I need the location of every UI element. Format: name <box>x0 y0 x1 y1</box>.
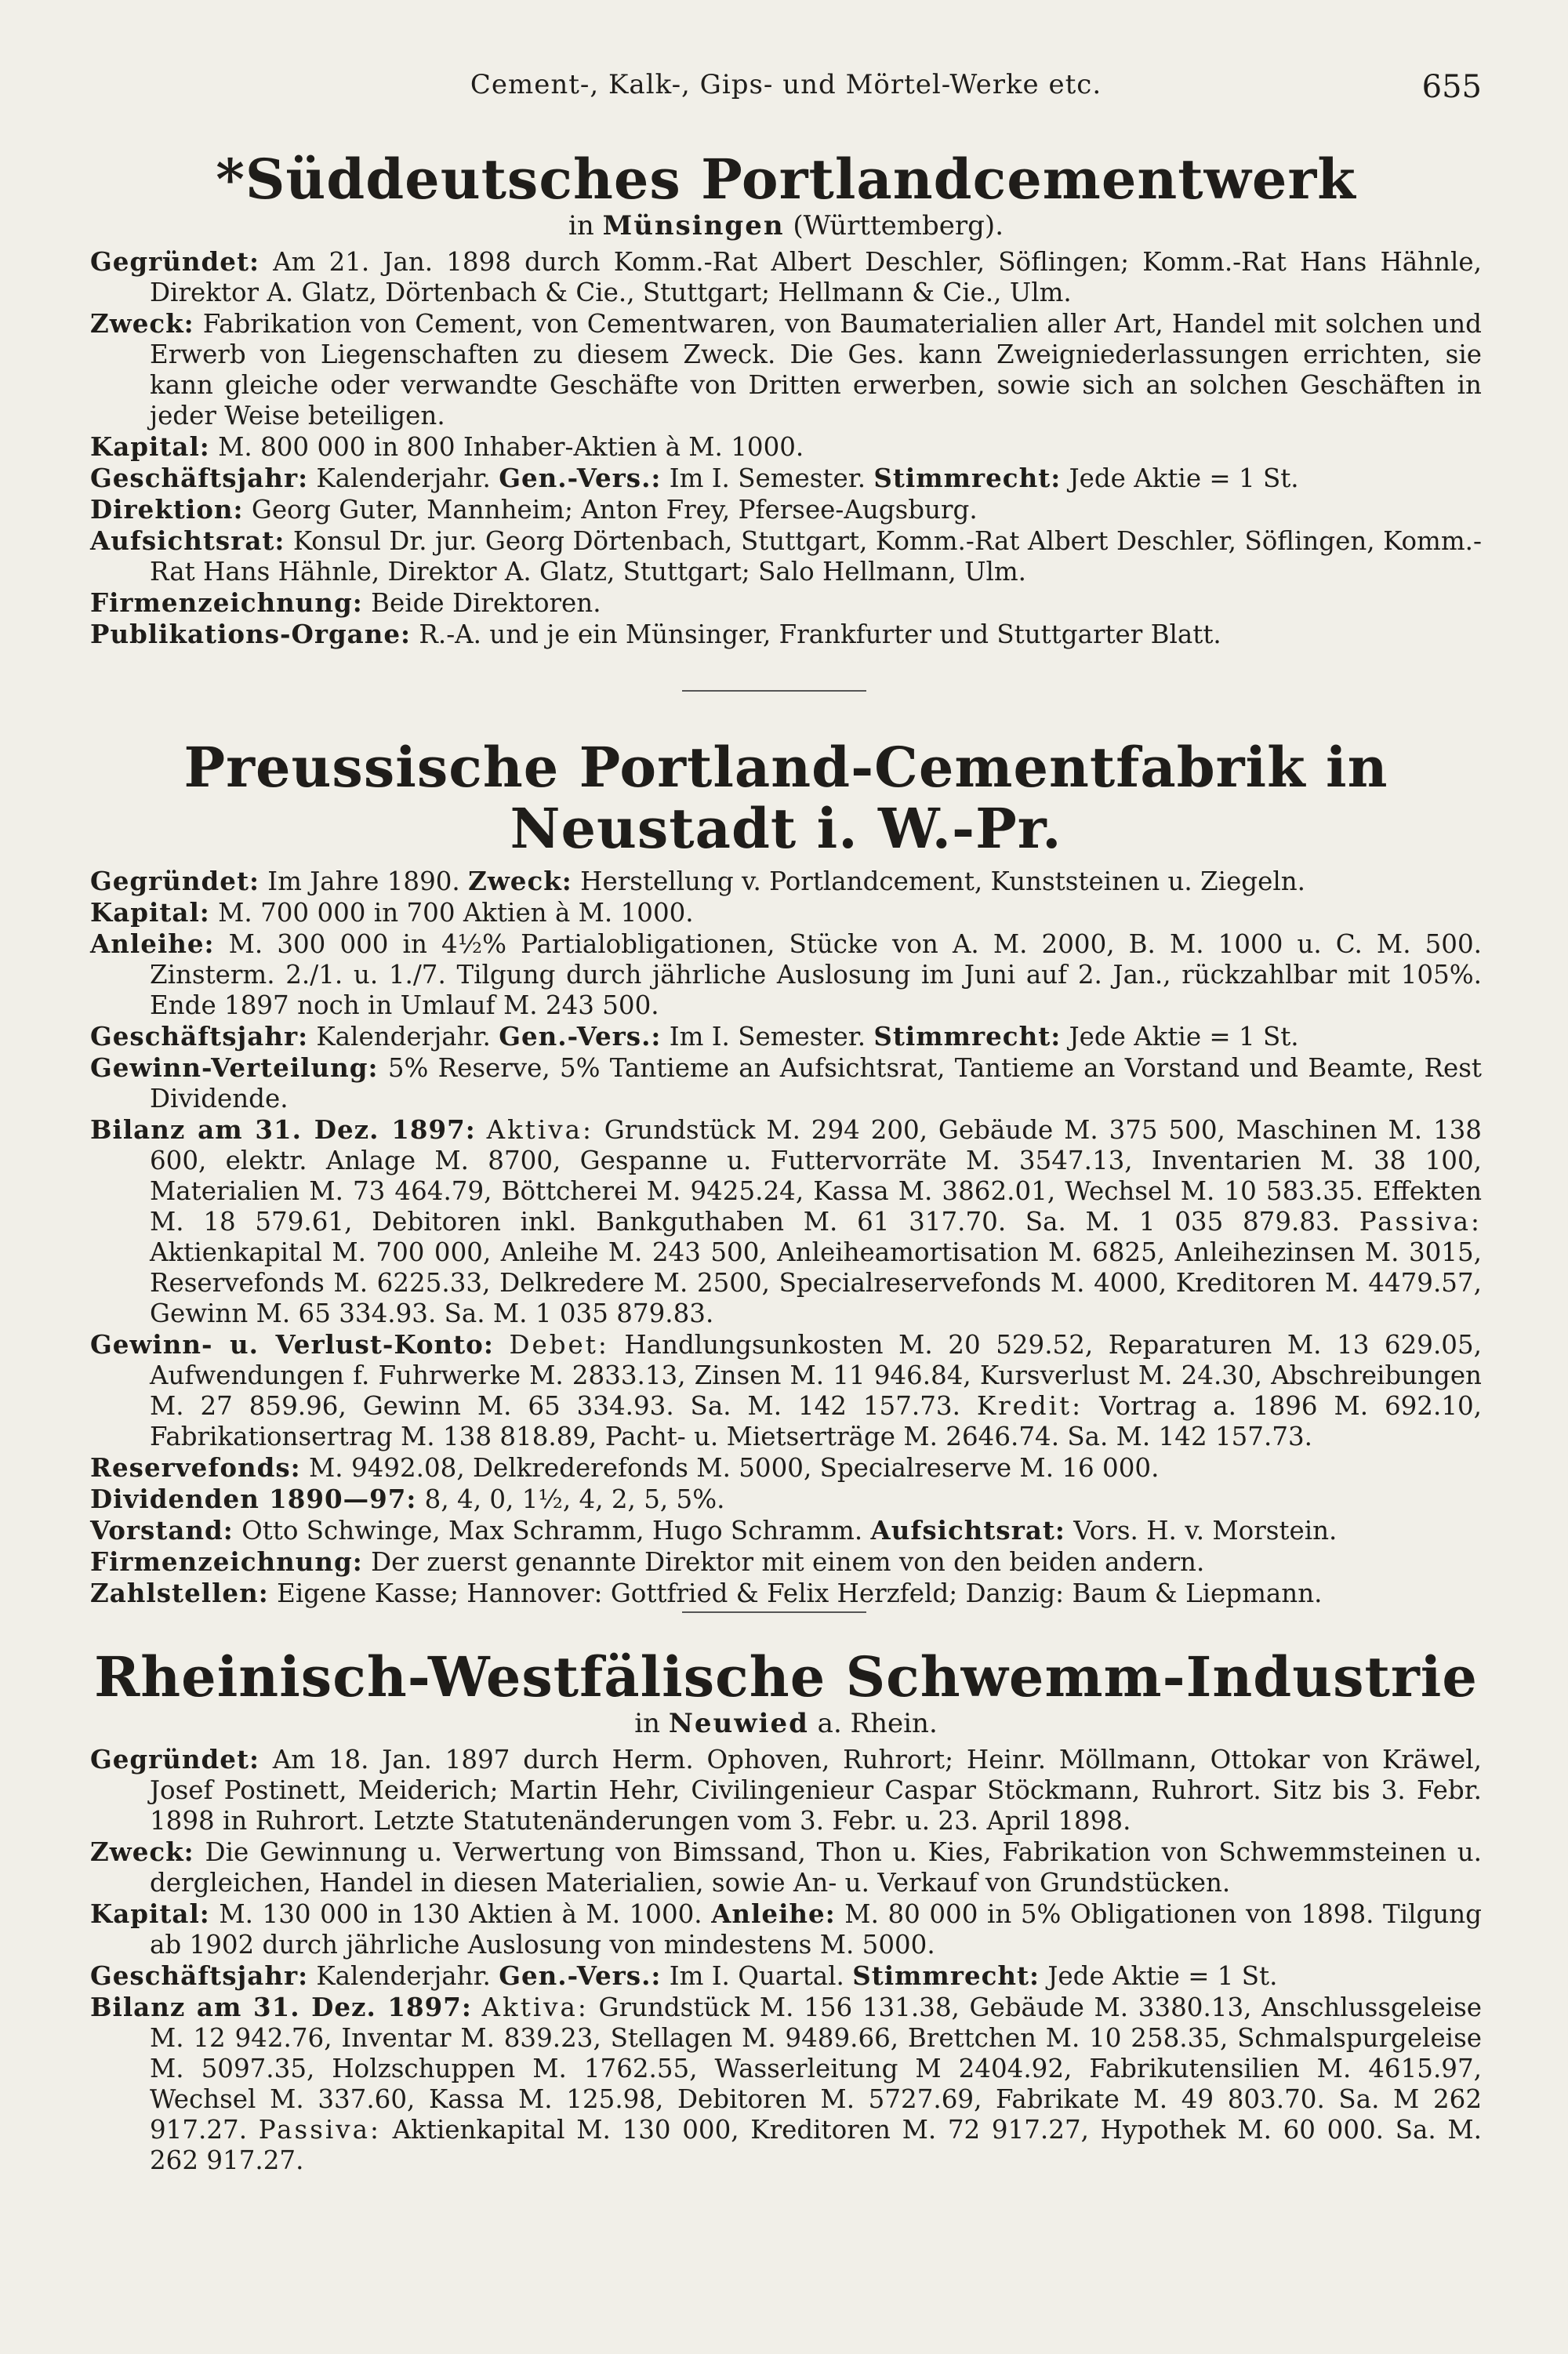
location-prefix: in <box>568 210 594 242</box>
entry-aufsichtsrat: Aufsichtsrat: Konsul Dr. jur. Georg Dörtenbach, Stuttgart, Komm.-Rat Albert Deschler, Söflingen, Komm.-Rat Hans Hähnle, Direktor A. Glatz, Stuttgart; Salo Hellmann, Ulm. <box>90 525 1482 587</box>
entry-bilanz: Bilanz am 31. Dez. 1897: Aktiva: Grundstück M. 156 131.38, Gebäude M. 3380.13, Anschlussgeleise M. 12 942.76, Inventar M. 839.23, Stellagen M. 9489.66, Brettchen M. 10 258.35, Schmalspurgeleise M. 5097.35, Holzschuppen M. 1762.55, Wasserleitung M 2404.92, Fabrikutensilien M. 4615.97, Wechsel M. 337.60, Kassa M. 125.98, Debitoren M. 5727.69, Fabrikate M. 49 803.70. Sa. M 262 917.27. Passiva: Aktienkapital M. 130 000, Kreditoren M. 72 917.27, Hypothek M. 60 000. Sa. M. 262 917.27. <box>90 1992 1482 2175</box>
entry-vorstand: Vorstand: Otto Schwinge, Max Schramm, Hugo Schramm. Aufsichtsrat: Vors. H. v. Morstein. <box>90 1515 1338 1546</box>
entry-kapital: Kapital: M. 800 000 in 800 Inhaber-Aktien à M. 1000. <box>90 431 804 462</box>
entry-geschaeftsjahr: Geschäftsjahr: Kalenderjahr. Gen.-Vers.: Im I. Semester. Stimmrecht: Jede Aktie = 1 St. <box>90 1021 1299 1052</box>
entry-zahlstellen: Zahlstellen: Eigene Kasse; Hannover: Gottfried & Felix Herzfeld; Danzig: Baum & Liepmann. <box>90 1578 1323 1608</box>
company-title: Rheinisch-Westfälische Schwemm-Industrie <box>94 1644 1478 1709</box>
entry-gewinn-verteilung: Gewinn-Verteilung: 5% Reserve, 5% Tantieme an Aufsichtsrat, Tantieme an Vorstand und Beamte, Rest Dividende. <box>90 1052 1482 1113</box>
company-entry-rheinisch-westfaelische-schwemm-industrie <box>90 1644 1482 2176</box>
page-number: 655 <box>1421 69 1482 105</box>
entry-firmenzeichnung: Firmenzeichnung: Beide Direktoren. <box>90 587 601 618</box>
running-title: Cement-, Kalk-, Gips- und Mörtel-Werke etc. <box>470 69 1102 100</box>
entry-kapital: Kapital: M. 130 000 in 130 Aktien à M. 1000. Anleihe: M. 80 000 in 5% Obligationen von 1898. Tilgung ab 1902 durch jährliche Auslosung von mindestens M. 5000. <box>90 1898 1482 1960</box>
location-name: Neuwied <box>668 1708 809 1739</box>
location-prefix: in <box>634 1708 661 1739</box>
company-entry-sueddeutsches-portlandcementwerk <box>90 149 1482 650</box>
entry-publikations-organe: Publikations-Organe: R.-A. und je ein Münsinger, Frankfurter und Stuttgarter Blatt. <box>90 619 1221 649</box>
company-title: *Süddeutsches Portlandcementwerk <box>216 147 1356 212</box>
company-location <box>90 1708 1482 1739</box>
entry-zweck: Zweck: Die Gewinnung u. Verwertung von Bimssand, Thon u. Kies, Fabrikation von Schwemmsteinen u. dergleichen, Handel in diesen Materialien, sowie An- u. Verkauf von Grundstücken. <box>90 1836 1482 1898</box>
entry-gegruendet: Gegründet: Am 21. Jan. 1898 durch Komm.-Rat Albert Deschler, Söflingen; Komm.-Rat Hans Hähnle, Direktor A. Glatz, Dörtenbach & Cie., Stuttgart; Hellmann & Cie., Ulm. <box>90 246 1482 307</box>
entry-gegruendet: Gegründet: Am 18. Jan. 1897 durch Herm. Ophoven, Ruhrort; Heinr. Möllmann, Ottokar von Kräwel, Josef Postinett, Meiderich; Martin Hehr, Civilingenieur Caspar Stöckmann, Ruhrort. Sitz bis 3. Febr. 1898 in Ruhrort. Letzte Statutenänderungen vom 3. Febr. u. 23. April 1898. <box>90 1744 1482 1836</box>
entry-bilanz: Bilanz am 31. Dez. 1897: Aktiva: Grundstück M. 294 200, Gebäude M. 375 500, Maschinen M. 138 600, elektr. Anlage M. 8700, Gespanne u. Futtervorräte M. 3547.13, Inventarien M. 38 100, Materialien M. 73 464.79, Böttcherei M. 9425.24, Kassa M. 3862.01, Wechsel M. 10 583.35. Effekten M. 18 579.61, Debitoren inkl. Bankguthaben M. 61 317.70. Sa. M. 1 035 879.83. Passiva: Aktienkapital M. 700 000, Anleihe M. 243 500, Anleiheamortisation M. 6825, Anleihezinsen M. 3015, Reservefonds M. 6225.33, Delkredere M. 2500, Specialreservefonds M. 4000, Kreditoren M. 4479.57, Gewinn M. 65 334.93. Sa. M. 1 035 879.83. <box>90 1114 1482 1328</box>
entry-geschaeftsjahr: Geschäftsjahr: Kalenderjahr. Gen.-Vers.: Im I. Quartal. Stimmrecht: Jede Aktie = 1 St. <box>90 1960 1278 1991</box>
section-divider <box>682 690 866 692</box>
entry-dividenden: Dividenden 1890—97: 8, 4, 0, 1½, 4, 2, 5, 5%. <box>90 1484 725 1514</box>
entry-direktion: Direktion: Georg Guter, Mannheim; Anton Frey, Pfersee-Augsburg. <box>90 494 978 525</box>
location-suffix: (Württemberg). <box>793 210 1004 242</box>
entry-anleihe: Anleihe: M. 300 000 in 4½% Partialobligationen, Stücke von A. M. 2000, B. M. 1000 u. C. M. 500. Zinsterm. 2./1. u. 1./7. Tilgung durch jährliche Auslosung im Juni auf 2. Jan., rückzahlbar mit 105%. Ende 1897 noch in Umlauf M. 243 500. <box>90 928 1482 1020</box>
entry-geschaeftsjahr: Geschäftsjahr: Kalenderjahr. Gen.-Vers.: Im I. Semester. Stimmrecht: Jede Aktie = 1 St. <box>90 463 1299 493</box>
entry-reservefonds: Reservefonds: M. 9492.08, Delkrederefonds M. 5000, Specialreserve M. 16 000. <box>90 1452 1160 1483</box>
entry-firmenzeichnung: Firmenzeichnung: Der zuerst genannte Direktor mit einem von den beiden andern. <box>90 1546 1205 1577</box>
location-suffix: a. Rhein. <box>817 1708 938 1739</box>
entry-zweck: Zweck: Fabrikation von Cement, von Cementwaren, von Baumaterialien aller Art, Handel mit solchen und Erwerb von Liegenschaften zu diesem Zweck. Die Ges. kann Zweigniederlassungen errichten, sie kann gleiche oder verwandte Geschäfte von Dritten erwerben, sowie sich an solchen Geschäften in jeder Weise beteiligen. <box>90 308 1482 430</box>
company-title: Preussische Portland-Cementfabrik in Neustadt i. W.-Pr. <box>183 735 1388 861</box>
company-location <box>90 210 1482 242</box>
location-name: Münsingen <box>602 210 785 242</box>
company-entry-preussische-portland-cementfabrik <box>90 737 1482 1609</box>
section-divider <box>682 1611 866 1613</box>
entry-gegruendet: Gegründet: Im Jahre 1890. Zweck: Herstellung v. Portlandcement, Kunststeinen u. Ziegeln. <box>90 866 1305 896</box>
entry-gewinn-verlust-konto: Gewinn- u. Verlust-Konto: Debet: Handlungsunkosten M. 20 529.52, Reparaturen M. 13 629.05, Aufwendungen f. Fuhrwerke M. 2833.13, Zinsen M. 11 946.84, Kursverlust M. 24.30, Abschreibungen M. 27 859.96, Gewinn M. 65 334.93. Sa. M. 142 157.73. Kredit: Vortrag a. 1896 M. 692.10, Fabrikationsertrag M. 138 818.89, Pacht- u. Mietserträge M. 2646.74. Sa. M. 142 157.73. <box>90 1329 1483 1451</box>
entry-kapital: Kapital: M. 700 000 in 700 Aktien à M. 1000. <box>90 897 694 928</box>
running-header <box>90 69 1482 108</box>
